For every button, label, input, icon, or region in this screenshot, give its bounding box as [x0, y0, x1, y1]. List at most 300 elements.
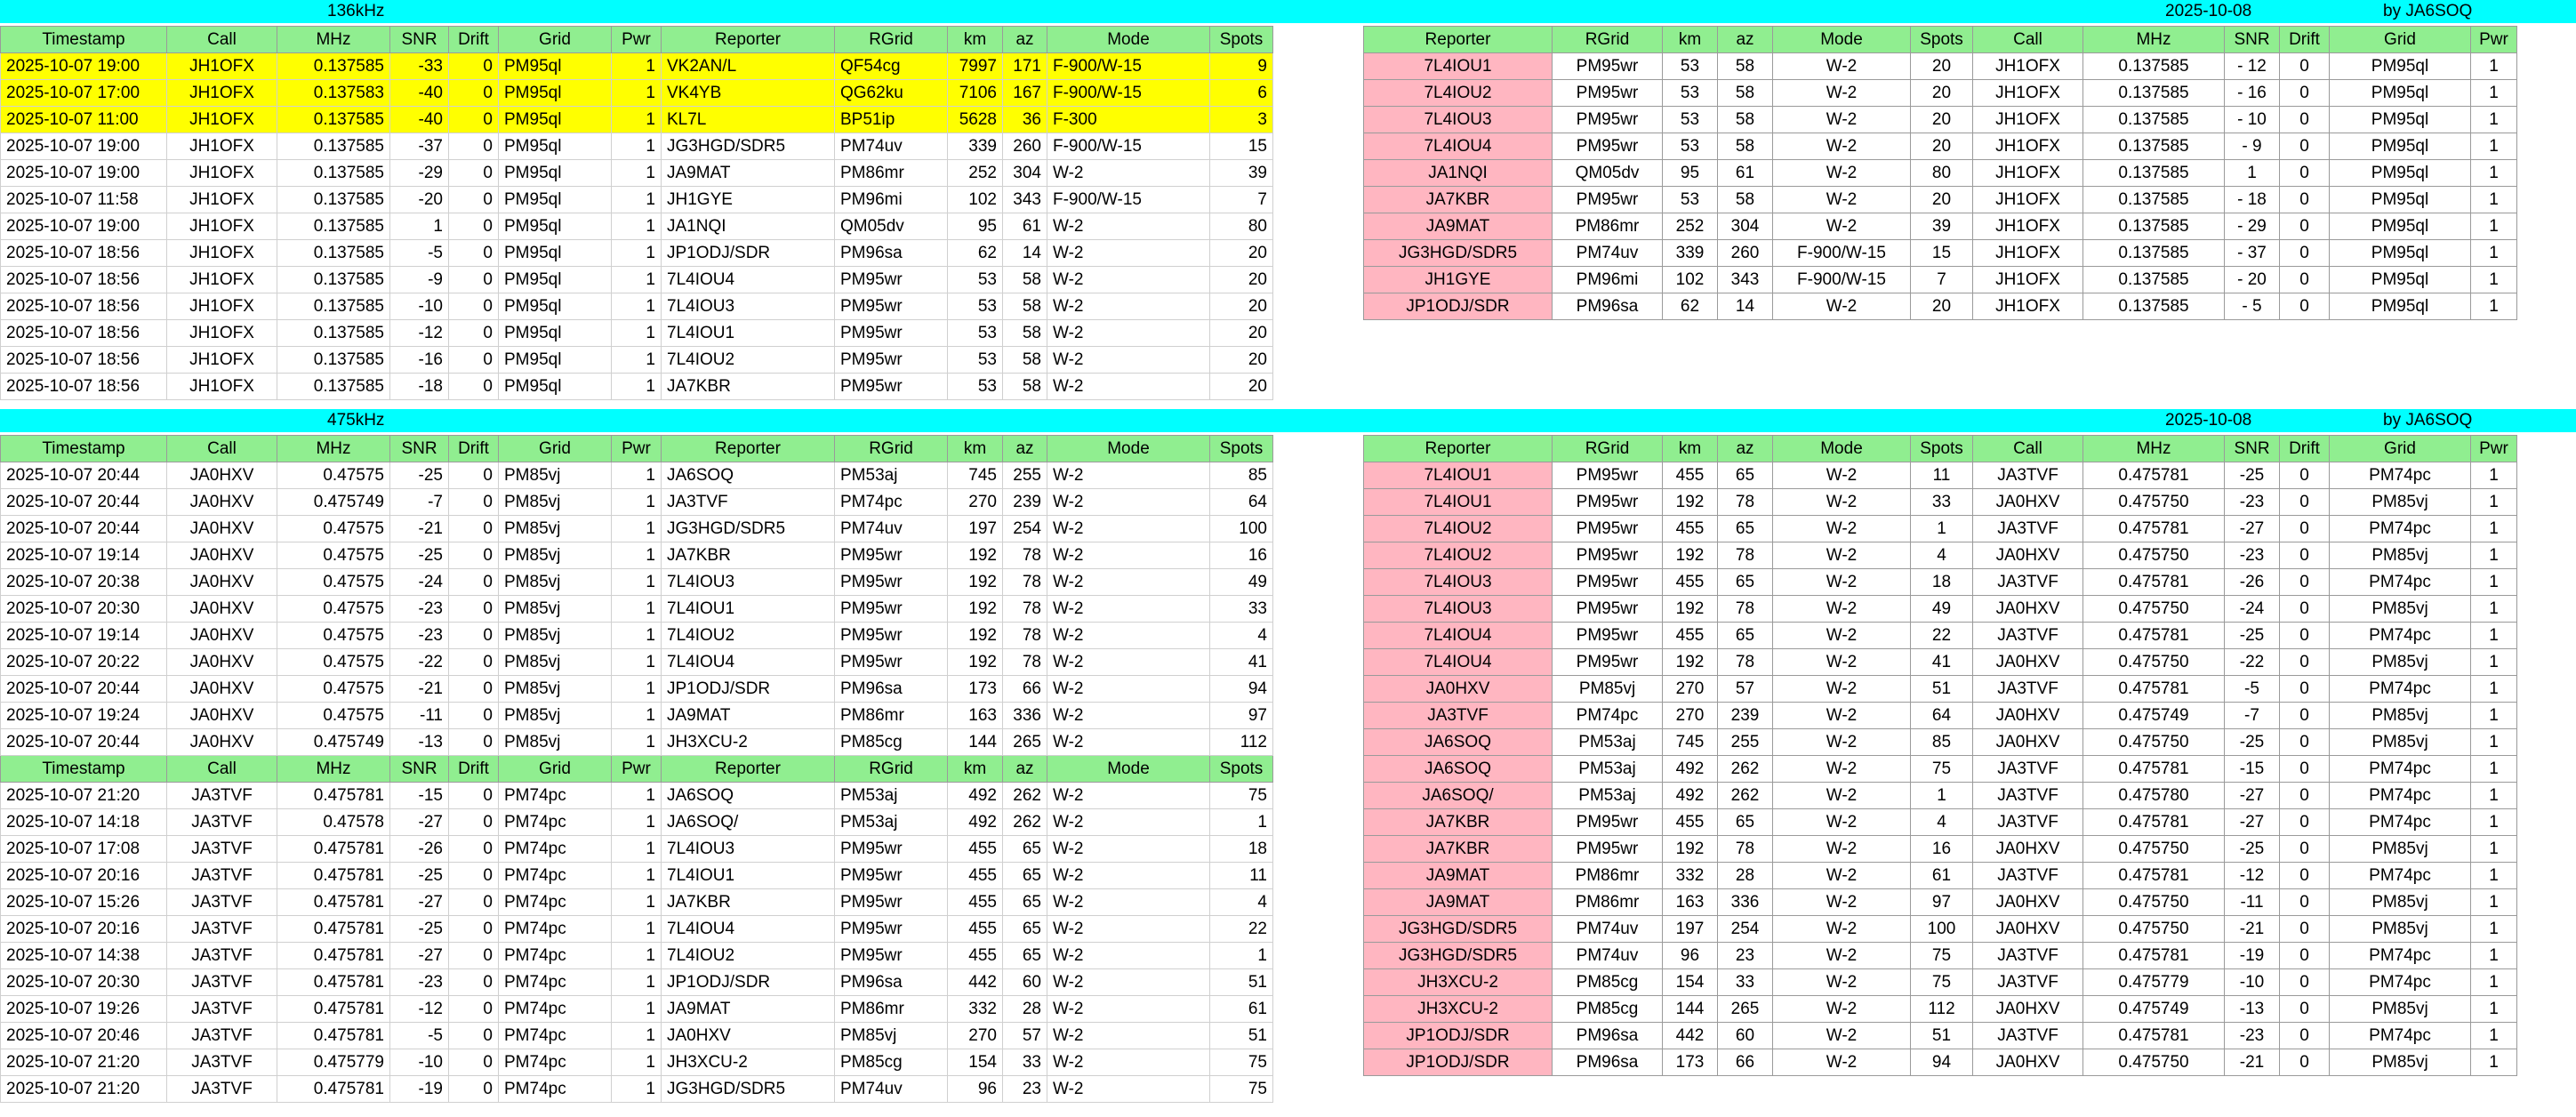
cell-grid: PM85vj [499, 649, 612, 676]
cell-call: JA3TVF [1973, 569, 2083, 596]
column-header-grid: Grid [499, 436, 612, 462]
cell-call: JH1OFX [167, 160, 277, 187]
cell-km: 53 [948, 267, 1003, 293]
cell-spots: 4 [1911, 809, 1973, 836]
cell-mhz: 0.47575 [277, 676, 390, 703]
column-header-km: km [1663, 27, 1718, 53]
cell-pwr: 1 [612, 80, 662, 107]
band-bar-475khz [0, 409, 2576, 432]
column-header-timestamp: Timestamp [1, 27, 167, 53]
cell-mode: W-2 [1047, 267, 1210, 293]
cell-snr: -11 [390, 703, 449, 729]
cell-az: 262 [1003, 783, 1047, 809]
cell-reporter: 7L4IOU3 [1364, 569, 1553, 596]
cell-timestamp: 2025-10-07 18:56 [1, 347, 167, 374]
cell-az: 23 [1718, 943, 1773, 969]
cell-timestamp: 2025-10-07 20:44 [1, 729, 167, 756]
cell-az: 58 [1003, 374, 1047, 400]
cell-az: 65 [1718, 569, 1773, 596]
cell-drift: 0 [449, 809, 499, 836]
cell-call: JA3TVF [1973, 809, 2083, 836]
cell-call: JA3TVF [167, 1076, 277, 1103]
cell-drift: 0 [449, 53, 499, 80]
cell-snr: -5 [390, 240, 449, 267]
cell-timestamp: 2025-10-07 19:00 [1, 160, 167, 187]
cell-drift: 0 [2280, 1023, 2330, 1049]
cell-rgrid: PM86mr [835, 160, 948, 187]
cell-drift: 0 [2280, 889, 2330, 916]
cell-km: 252 [1663, 213, 1718, 240]
cell-drift: 0 [2280, 996, 2330, 1023]
cell-rgrid: PM53aj [1553, 729, 1663, 756]
cell-snr: -25 [2225, 462, 2280, 489]
cell-mode: W-2 [1773, 489, 1911, 516]
cell-pwr: 1 [2471, 756, 2517, 783]
cell-snr: -10 [2225, 969, 2280, 996]
table-row [1364, 729, 2517, 756]
cell-mode: W-2 [1773, 569, 1911, 596]
cell-km: 192 [948, 623, 1003, 649]
cell-mhz: 0.475749 [2083, 996, 2225, 1023]
cell-snr: -16 [390, 347, 449, 374]
cell-timestamp: 2025-10-07 20:16 [1, 863, 167, 889]
cell-snr: -29 [390, 160, 449, 187]
cell-rgrid: PM53aj [835, 462, 948, 489]
column-header-spots: Spots [1911, 436, 1973, 462]
cell-call: JH1OFX [167, 240, 277, 267]
cell-drift: 0 [449, 863, 499, 889]
column-header-call: Call [1973, 436, 2083, 462]
cell-snr: -23 [2225, 542, 2280, 569]
cell-mode: W-2 [1773, 783, 1911, 809]
cell-snr: - 16 [2225, 80, 2280, 107]
table-row [1364, 596, 2517, 623]
cell-rgrid: PM95wr [835, 889, 948, 916]
cell-grid: PM85vj [499, 569, 612, 596]
cell-az: 65 [1718, 623, 1773, 649]
cell-mhz: 0.475750 [2083, 489, 2225, 516]
cell-mode: W-2 [1047, 293, 1210, 320]
cell-call: JA0HXV [1973, 836, 2083, 863]
cell-reporter: JA0HXV [662, 1023, 835, 1049]
cell-mhz: 0.47575 [277, 649, 390, 676]
cell-az: 262 [1003, 809, 1047, 836]
cell-mode: F-900/W-15 [1773, 240, 1911, 267]
column-header-mode: Mode [1773, 436, 1911, 462]
cell-km: 745 [948, 462, 1003, 489]
column-header-drift: Drift [449, 436, 499, 462]
cell-call: JA3TVF [167, 996, 277, 1023]
cell-pwr: 1 [612, 53, 662, 80]
cell-pwr: 1 [2471, 53, 2517, 80]
spots-pane-475khz [0, 435, 1273, 1103]
cell-az: 336 [1003, 703, 1047, 729]
cell-timestamp: 2025-10-07 20:44 [1, 516, 167, 542]
cell-km: 53 [1663, 80, 1718, 107]
cell-rgrid: PM86mr [1553, 213, 1663, 240]
cell-pwr: 1 [612, 374, 662, 400]
cell-rgrid: PM95wr [1553, 569, 1663, 596]
cell-km: 745 [1663, 729, 1718, 756]
cell-spots: 20 [1210, 347, 1273, 374]
cell-snr: -25 [390, 462, 449, 489]
cell-drift: 0 [2280, 107, 2330, 133]
column-header-mhz: MHz [277, 756, 390, 783]
cell-az: 58 [1003, 267, 1047, 293]
cell-mhz: 0.47578 [277, 809, 390, 836]
cell-reporter: JA7KBR [662, 889, 835, 916]
table-row [1, 676, 1273, 703]
column-header-call: Call [167, 27, 277, 53]
table-row [1, 516, 1273, 542]
cell-call: JH1OFX [1973, 160, 2083, 187]
cell-call: JA0HXV [167, 703, 277, 729]
cell-az: 78 [1003, 649, 1047, 676]
cell-timestamp: 2025-10-07 19:00 [1, 213, 167, 240]
cell-call: JA0HXV [1973, 649, 2083, 676]
cell-mhz: 0.137585 [2083, 133, 2225, 160]
cell-drift: 0 [449, 703, 499, 729]
cell-call: JA3TVF [167, 916, 277, 943]
cell-km: 192 [948, 649, 1003, 676]
cell-snr: -25 [2225, 836, 2280, 863]
cell-spots: 33 [1911, 489, 1973, 516]
cell-az: 78 [1003, 569, 1047, 596]
cell-snr: -24 [2225, 596, 2280, 623]
cell-snr: -23 [2225, 1023, 2280, 1049]
cell-snr: -23 [390, 969, 449, 996]
cell-az: 28 [1003, 996, 1047, 1023]
cell-km: 53 [1663, 187, 1718, 213]
cell-grid: PM74pc [499, 1076, 612, 1103]
cell-call: JA0HXV [167, 729, 277, 756]
cell-km: 53 [948, 374, 1003, 400]
cell-drift: 0 [2280, 293, 2330, 320]
cell-reporter: 7L4IOU2 [662, 347, 835, 374]
cell-reporter: JA1NQI [1364, 160, 1553, 187]
cell-snr: -11 [2225, 889, 2280, 916]
cell-rgrid: PM95wr [835, 943, 948, 969]
cell-drift: 0 [449, 516, 499, 542]
cell-pwr: 1 [2471, 863, 2517, 889]
cell-grid: PM74pc [2330, 1023, 2471, 1049]
cell-snr: - 5 [2225, 293, 2280, 320]
table-row [1364, 1023, 2517, 1049]
cell-grid: PM85vj [2330, 729, 2471, 756]
cell-az: 65 [1718, 809, 1773, 836]
cell-mode: W-2 [1047, 703, 1210, 729]
cell-call: JH1OFX [167, 133, 277, 160]
cell-mode: W-2 [1773, 703, 1911, 729]
cell-snr: -25 [2225, 729, 2280, 756]
cell-km: 53 [948, 320, 1003, 347]
cell-timestamp: 2025-10-07 18:56 [1, 240, 167, 267]
cell-call: JH1OFX [167, 374, 277, 400]
cell-rgrid: QG62ku [835, 80, 948, 107]
cell-rgrid: PM86mr [1553, 889, 1663, 916]
cell-pwr: 1 [612, 623, 662, 649]
cell-grid: PM95ql [499, 133, 612, 160]
cell-spots: 75 [1210, 783, 1273, 809]
cell-mode: W-2 [1047, 969, 1210, 996]
cell-spots: 9 [1210, 53, 1273, 80]
cell-rgrid: PM95wr [835, 623, 948, 649]
table-row [1, 916, 1273, 943]
cell-mhz: 0.475781 [277, 943, 390, 969]
cell-pwr: 1 [612, 320, 662, 347]
cell-grid: PM74pc [499, 783, 612, 809]
cell-pwr: 1 [612, 187, 662, 213]
cell-drift: 0 [449, 676, 499, 703]
cell-call: JA0HXV [167, 542, 277, 569]
cell-drift: 0 [2280, 596, 2330, 623]
column-header-snr: SNR [390, 756, 449, 783]
cell-mhz: 0.137585 [2083, 293, 2225, 320]
summary-author: by JA6SOQ [2383, 2, 2473, 20]
cell-timestamp: 2025-10-07 19:00 [1, 53, 167, 80]
cell-grid: PM74pc [499, 969, 612, 996]
cell-mode: W-2 [1773, 943, 1911, 969]
table-row [1, 729, 1273, 756]
cell-km: 455 [1663, 462, 1718, 489]
cell-call: JA0HXV [1973, 889, 2083, 916]
cell-mhz: 0.475781 [2083, 756, 2225, 783]
cell-az: 28 [1718, 863, 1773, 889]
cell-km: 455 [948, 916, 1003, 943]
cell-az: 254 [1003, 516, 1047, 542]
cell-reporter: JA6SOQ/ [1364, 783, 1553, 809]
table-row [1, 489, 1273, 516]
cell-rgrid: PM74uv [1553, 943, 1663, 969]
cell-km: 53 [1663, 133, 1718, 160]
cell-reporter: JA9MAT [1364, 889, 1553, 916]
cell-grid: PM95ql [2330, 187, 2471, 213]
cell-pwr: 1 [612, 863, 662, 889]
cell-mhz: 0.137585 [2083, 107, 2225, 133]
cell-spots: 100 [1210, 516, 1273, 542]
table-row [1364, 756, 2517, 783]
cell-snr: -26 [390, 836, 449, 863]
cell-spots: 49 [1911, 596, 1973, 623]
cell-grid: PM74pc [2330, 783, 2471, 809]
cell-mhz: 0.475779 [277, 1049, 390, 1076]
cell-km: 455 [948, 943, 1003, 969]
cell-km: 163 [1663, 889, 1718, 916]
column-header-grid: Grid [499, 27, 612, 53]
cell-mhz: 0.137585 [2083, 213, 2225, 240]
table-row [1364, 187, 2517, 213]
cell-snr: -33 [390, 53, 449, 80]
cell-az: 66 [1003, 676, 1047, 703]
column-header-mhz: MHz [2083, 27, 2225, 53]
cell-mode: F-900/W-15 [1047, 187, 1210, 213]
cell-az: 254 [1718, 916, 1773, 943]
cell-mode: W-2 [1047, 809, 1210, 836]
cell-pwr: 1 [612, 213, 662, 240]
cell-az: 343 [1003, 187, 1047, 213]
table-row [1364, 569, 2517, 596]
cell-reporter: 7L4IOU1 [1364, 53, 1553, 80]
cell-snr: -21 [2225, 916, 2280, 943]
reporter-summary-table-475khz [1363, 435, 2517, 1076]
cell-drift: 0 [2280, 863, 2330, 889]
cell-timestamp: 2025-10-07 20:22 [1, 649, 167, 676]
cell-reporter: JA7KBR [1364, 836, 1553, 863]
cell-call: JA3TVF [167, 783, 277, 809]
cell-pwr: 1 [2471, 703, 2517, 729]
cell-az: 304 [1718, 213, 1773, 240]
cell-snr: -13 [390, 729, 449, 756]
cell-pwr: 1 [2471, 187, 2517, 213]
cell-km: 163 [948, 703, 1003, 729]
cell-mhz: 0.137583 [277, 80, 390, 107]
cell-mhz: 0.137585 [2083, 240, 2225, 267]
cell-reporter: JA6SOQ [662, 462, 835, 489]
table-row [1, 320, 1273, 347]
cell-pwr: 1 [2471, 836, 2517, 863]
cell-reporter: 7L4IOU2 [662, 943, 835, 969]
cell-spots: 85 [1210, 462, 1273, 489]
table-row [1, 943, 1273, 969]
cell-mode: W-2 [1773, 649, 1911, 676]
cell-grid: PM74pc [2330, 569, 2471, 596]
cell-mhz: 0.137585 [277, 240, 390, 267]
cell-snr: - 10 [2225, 107, 2280, 133]
table-row [1, 53, 1273, 80]
cell-grid: PM95ql [499, 160, 612, 187]
column-header-reporter: Reporter [662, 756, 835, 783]
cell-pwr: 1 [2471, 213, 2517, 240]
cell-grid: PM95ql [499, 240, 612, 267]
table-row [1364, 160, 2517, 187]
cell-call: JA3TVF [1973, 1023, 2083, 1049]
cell-mhz: 0.475781 [2083, 943, 2225, 969]
cell-km: 7106 [948, 80, 1003, 107]
cell-timestamp: 2025-10-07 15:26 [1, 889, 167, 916]
column-header-km: km [1663, 436, 1718, 462]
cell-reporter: KL7L [662, 107, 835, 133]
cell-rgrid: PM95wr [1553, 623, 1663, 649]
cell-pwr: 1 [612, 916, 662, 943]
cell-grid: PM95ql [2330, 293, 2471, 320]
cell-reporter: JA3TVF [1364, 703, 1553, 729]
cell-call: JH1OFX [1973, 293, 2083, 320]
cell-spots: 4 [1210, 889, 1273, 916]
cell-rgrid: PM53aj [1553, 783, 1663, 809]
cell-mhz: 0.475781 [277, 1023, 390, 1049]
column-header-drift: Drift [2280, 27, 2330, 53]
cell-mode: W-2 [1047, 320, 1210, 347]
cell-grid: PM74pc [499, 943, 612, 969]
cell-km: 197 [1663, 916, 1718, 943]
cell-call: JH1OFX [1973, 107, 2083, 133]
cell-snr: -7 [2225, 703, 2280, 729]
column-header-spots: Spots [1210, 436, 1273, 462]
cell-spots: 16 [1911, 836, 1973, 863]
cell-pwr: 1 [2471, 676, 2517, 703]
cell-timestamp: 2025-10-07 19:14 [1, 623, 167, 649]
cell-call: JA3TVF [167, 943, 277, 969]
cell-km: 144 [1663, 996, 1718, 1023]
cell-grid: PM95ql [499, 213, 612, 240]
cell-call: JH1OFX [1973, 53, 2083, 80]
cell-grid: PM74pc [2330, 969, 2471, 996]
cell-az: 65 [1003, 889, 1047, 916]
cell-mode: F-300 [1047, 107, 1210, 133]
cell-mode: W-2 [1047, 462, 1210, 489]
cell-mhz: 0.137585 [2083, 80, 2225, 107]
cell-mhz: 0.137585 [2083, 53, 2225, 80]
column-header-spots: Spots [1911, 27, 1973, 53]
cell-timestamp: 2025-10-07 18:56 [1, 293, 167, 320]
cell-grid: PM74pc [499, 809, 612, 836]
cell-rgrid: PM85cg [835, 729, 948, 756]
cell-snr: -12 [2225, 863, 2280, 889]
column-header-reporter: Reporter [662, 436, 835, 462]
cell-mhz: 0.137585 [277, 107, 390, 133]
cell-mode: W-2 [1047, 996, 1210, 1023]
cell-pwr: 1 [612, 569, 662, 596]
cell-rgrid: PM74uv [1553, 916, 1663, 943]
column-header-snr: SNR [2225, 27, 2280, 53]
cell-reporter: JP1ODJ/SDR [1364, 293, 1553, 320]
cell-snr: -23 [390, 596, 449, 623]
cell-drift: 0 [2280, 462, 2330, 489]
cell-km: 339 [948, 133, 1003, 160]
cell-reporter: 7L4IOU4 [1364, 133, 1553, 160]
cell-reporter: 7L4IOU1 [662, 863, 835, 889]
cell-mode: W-2 [1773, 80, 1911, 107]
cell-reporter: 7L4IOU3 [662, 293, 835, 320]
cell-mhz: 0.137585 [277, 267, 390, 293]
cell-rgrid: PM85cg [1553, 996, 1663, 1023]
cell-spots: 75 [1911, 756, 1973, 783]
cell-grid: PM74pc [2330, 623, 2471, 649]
cell-spots: 20 [1911, 53, 1973, 80]
table-row [1, 1076, 1273, 1103]
cell-timestamp: 2025-10-07 20:30 [1, 596, 167, 623]
cell-drift: 0 [449, 293, 499, 320]
cell-snr: -12 [390, 996, 449, 1023]
cell-reporter: 7L4IOU4 [662, 649, 835, 676]
column-header-mhz: MHz [277, 27, 390, 53]
cell-reporter: JG3HGD/SDR5 [662, 516, 835, 542]
cell-grid: PM74pc [2330, 809, 2471, 836]
cell-drift: 0 [2280, 623, 2330, 649]
cell-pwr: 1 [612, 1049, 662, 1076]
cell-rgrid: PM85cg [835, 1049, 948, 1076]
cell-reporter: JG3HGD/SDR5 [1364, 943, 1553, 969]
cell-drift: 0 [449, 462, 499, 489]
cell-mode: W-2 [1773, 729, 1911, 756]
cell-call: JH1OFX [1973, 133, 2083, 160]
cell-az: 262 [1718, 756, 1773, 783]
cell-km: 154 [1663, 969, 1718, 996]
cell-mode: W-2 [1047, 783, 1210, 809]
cell-call: JA3TVF [1973, 623, 2083, 649]
cell-az: 65 [1718, 462, 1773, 489]
cell-spots: 75 [1210, 1076, 1273, 1103]
cell-az: 60 [1003, 969, 1047, 996]
cell-call: JA0HXV [167, 569, 277, 596]
cell-mhz: 0.475781 [2083, 462, 2225, 489]
cell-pwr: 1 [2471, 160, 2517, 187]
cell-reporter: JA6SOQ [662, 783, 835, 809]
cell-pwr: 1 [612, 703, 662, 729]
cell-mode: W-2 [1773, 969, 1911, 996]
cell-spots: 100 [1911, 916, 1973, 943]
cell-reporter: 7L4IOU1 [662, 596, 835, 623]
